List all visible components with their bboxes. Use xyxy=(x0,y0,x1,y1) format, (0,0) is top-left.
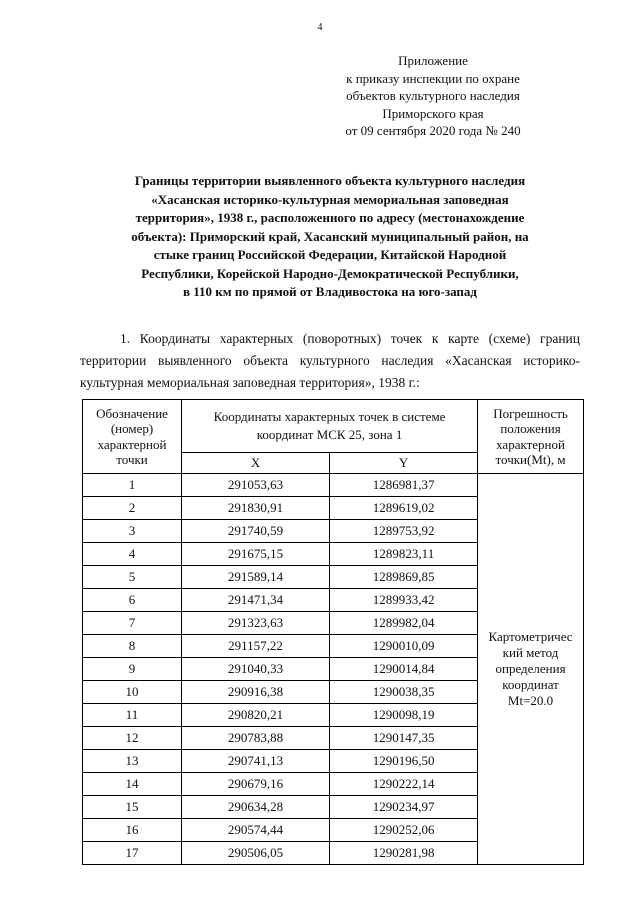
x-coordinate-cell: 290916,38 xyxy=(182,681,330,704)
y-coordinate-cell: 1290038,35 xyxy=(330,681,478,704)
point-number-cell: 17 xyxy=(83,842,182,865)
y-coordinate-cell: 1289869,85 xyxy=(330,566,478,589)
point-number-cell: 10 xyxy=(83,681,182,704)
y-coordinate-cell: 1290098,19 xyxy=(330,704,478,727)
title-line: «Хасанская историко-культурная мемориальная заповедная xyxy=(151,191,509,207)
y-coordinate-cell: 1290010,09 xyxy=(330,635,478,658)
header-text: характерной xyxy=(496,436,565,452)
x-coordinate-cell: 290574,44 xyxy=(182,819,330,842)
x-coordinate-cell: 290783,88 xyxy=(182,727,330,750)
x-coordinate-cell: 291053,63 xyxy=(182,474,330,497)
x-coordinate-cell: 290679,16 xyxy=(182,773,330,796)
point-number-cell: 9 xyxy=(83,658,182,681)
method-text: определения xyxy=(495,661,566,676)
x-coordinate-cell: 290820,21 xyxy=(182,704,330,727)
point-number-cell: 16 xyxy=(83,819,182,842)
title-line: Республики, Корейской Народно-Демократической Республики, xyxy=(141,265,519,281)
header-coordinates xyxy=(182,400,478,453)
title-line: в 110 км по прямой от Владивостока на юго-запад xyxy=(183,284,477,299)
point-number-cell: 5 xyxy=(83,566,182,589)
appendix-header xyxy=(303,52,563,140)
y-coordinate-cell: 1290252,06 xyxy=(330,819,478,842)
method-text: Картометричес xyxy=(488,629,573,644)
appendix-line: к приказу инспекции по охране xyxy=(346,70,520,86)
x-coordinate-cell: 290741,13 xyxy=(182,750,330,773)
intro-paragraph xyxy=(80,328,580,394)
x-coordinate-cell: 291589,14 xyxy=(182,566,330,589)
table-row xyxy=(83,474,584,497)
header-text: точки xyxy=(116,452,148,467)
point-number-cell: 15 xyxy=(83,796,182,819)
method-text: координат xyxy=(502,677,559,692)
appendix-line: Приложение xyxy=(398,53,468,68)
document-title xyxy=(80,172,580,302)
header-text: Координаты характерных точек в системе xyxy=(213,409,446,424)
title-line: территория», 1938 г., расположенного по адресу (местонахождение xyxy=(135,210,525,225)
point-number-cell: 2 xyxy=(83,497,182,520)
x-coordinate-cell: 291830,91 xyxy=(182,497,330,520)
point-number-cell: 12 xyxy=(83,727,182,750)
y-coordinate-cell: 1290222,14 xyxy=(330,773,478,796)
point-number-cell: 11 xyxy=(83,704,182,727)
header-text: (номер) xyxy=(110,421,154,436)
point-number-cell: 1 xyxy=(83,474,182,497)
paragraph-line: территории выявленного объекта культурного наследия «Хасанская историко- xyxy=(80,353,580,368)
header-error xyxy=(478,400,584,474)
x-coordinate-cell: 291740,59 xyxy=(182,520,330,543)
page-number: 4 xyxy=(317,22,323,33)
y-coordinate-cell: 1289753,92 xyxy=(330,520,478,543)
x-coordinate-cell: 290506,05 xyxy=(182,842,330,865)
x-coordinate-cell: 290634,28 xyxy=(182,796,330,819)
x-coordinate-cell: 291323,63 xyxy=(182,612,330,635)
header-y: Y xyxy=(330,453,478,474)
header-text: Погрешность xyxy=(493,405,568,421)
point-number-cell: 3 xyxy=(83,520,182,543)
y-coordinate-cell: 1290196,50 xyxy=(330,750,478,773)
y-coordinate-cell: 1289823,11 xyxy=(330,543,478,566)
appendix-line: объектов культурного наследия xyxy=(346,88,520,103)
method-text: Mt=20.0 xyxy=(507,693,554,708)
title-line: объекта): Приморский край, Хасанский муниципальный район, на xyxy=(131,228,529,244)
point-number-cell: 8 xyxy=(83,635,182,658)
header-text: положения xyxy=(500,421,561,436)
y-coordinate-cell: 1290147,35 xyxy=(330,727,478,750)
y-coordinate-cell: 1290234,97 xyxy=(330,796,478,819)
x-coordinate-cell: 291675,15 xyxy=(182,543,330,566)
y-coordinate-cell: 1289619,02 xyxy=(330,497,478,520)
header-text: координат МСК 25, зона 1 xyxy=(256,427,403,442)
point-number-cell: 14 xyxy=(83,773,182,796)
appendix-line: Приморского края xyxy=(382,105,484,121)
header-text: характерной xyxy=(97,436,167,452)
point-number-cell: 4 xyxy=(83,543,182,566)
method-cell xyxy=(478,474,584,865)
point-number-cell: 6 xyxy=(83,589,182,612)
coordinates-table xyxy=(82,399,584,865)
point-number-cell: 7 xyxy=(83,612,182,635)
y-coordinate-cell: 1290014,84 xyxy=(330,658,478,681)
x-coordinate-cell: 291471,34 xyxy=(182,589,330,612)
header-text: Обозначение xyxy=(96,405,168,421)
paragraph-line: 1. Координаты характерных (поворотных) точек к карте (схеме) границ xyxy=(120,331,580,346)
point-number-cell: 13 xyxy=(83,750,182,773)
header-text: точки(Mt), м xyxy=(495,452,566,467)
y-coordinate-cell: 1286981,37 xyxy=(330,474,478,497)
method-text: кий метод xyxy=(502,645,559,660)
y-coordinate-cell: 1290281,98 xyxy=(330,842,478,865)
paragraph-line: культурная мемориальная заповедная территория», 1938 г.: xyxy=(80,375,420,390)
appendix-line: от 09 сентября 2020 года № 240 xyxy=(345,123,521,138)
y-coordinate-cell: 1289982,04 xyxy=(330,612,478,635)
y-coordinate-cell: 1289933,42 xyxy=(330,589,478,612)
title-line: стыке границ Российской Федерации, Китайской Народной xyxy=(153,247,507,262)
x-coordinate-cell: 291040,33 xyxy=(182,658,330,681)
x-coordinate-cell: 291157,22 xyxy=(182,635,330,658)
title-line: Границы территории выявленного объекта культурного наследия xyxy=(134,173,526,188)
header-point-number xyxy=(83,400,182,474)
header-x: X xyxy=(182,453,330,474)
